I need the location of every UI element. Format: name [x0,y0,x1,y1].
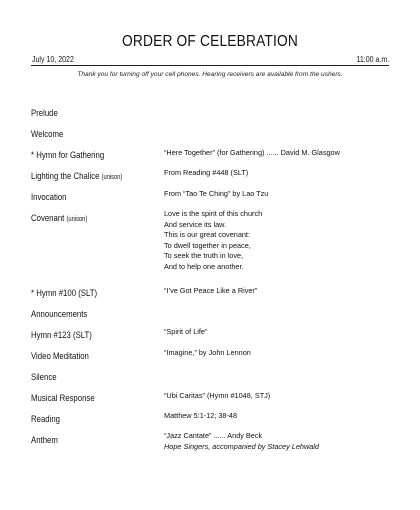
detail-line: To dwell together in peace, [164,240,251,250]
detail-line: This is our great covenant: [164,230,250,239]
program-item-label [31,393,95,404]
program-item-detail [164,168,248,179]
item-title: Video Meditation [31,351,89,362]
program-item-label [31,171,122,182]
program-item-detail [164,327,207,338]
program-item-label [31,309,87,320]
item-title: Invocation [31,192,67,203]
program-item-label [31,108,58,119]
page-title: ORDER OF CELEBRATION [122,33,298,50]
performer-credit: Hope Singers, accompanied by Stacey Lehwald [164,441,319,451]
program-item-label [31,129,63,140]
item-title: * Hymn for Gathering [31,150,105,161]
program-item-label [31,150,104,161]
detail-line: “Spirit of Life” [164,327,208,336]
item-note: (unison) [66,216,88,223]
item-title: Musical Response [31,393,95,404]
detail-line: “Ubi Caritas” (Hymn #1048, STJ) [164,391,271,400]
program-item-label [31,351,89,362]
program-item-label [31,435,58,446]
detail-line: To seek the truth in love, [164,251,244,260]
program-item-label [31,288,97,299]
item-title: Silence [31,372,57,383]
detail-line: From Reading #448 (SLT) [164,168,249,177]
detail-line: From “Tao Te Ching” by Lao Tzu [164,189,269,198]
detail-line: Matthew 5:1-12; 38-48 [164,411,238,420]
item-title: Announcements [31,309,88,320]
item-title: Prelude [31,108,58,119]
program-item-label [31,330,92,341]
item-title: Anthem [31,435,58,446]
program-item-detail [164,209,262,272]
detail-line: “Jazz Cantate” ...... Andy Beck [164,431,263,440]
program-item-label [31,372,57,383]
detail-line: And service its law. [164,219,227,229]
item-title: * Hymn #100 (SLT) [31,288,98,299]
program-item-detail [164,411,237,422]
detail-line: “Imagine,” by John Lennon [164,348,251,357]
service-time: 11:00 a.m. [356,55,389,64]
program-item-detail [164,431,319,452]
program-item-detail [164,391,270,402]
program-item-detail [164,148,340,159]
item-title: Welcome [31,129,64,140]
program-item-detail [164,286,257,297]
program-item-label [31,213,87,224]
item-title: Lighting the Chalice [31,171,100,182]
item-title: Covenant [31,213,65,224]
header-divider [31,65,389,66]
program-item-label [31,192,67,203]
program-item-label [31,414,60,425]
program-item-detail [164,348,251,359]
program-item-detail [164,189,268,200]
item-note: (unison) [101,174,123,181]
detail-line: Love is the spirit of this church [164,209,263,218]
detail-line: “Here Together” (for Gathering) ...... David M. Glasgow [164,148,340,157]
item-title: Hymn #123 (SLT) [31,330,92,341]
service-date: July 10, 2022 [32,55,74,64]
notice-text: Thank you for turning off your cell phones. Hearing receivers are available from the ushers. [77,71,343,78]
detail-line: And to help one another. [164,261,244,271]
item-title: Reading [31,414,61,425]
detail-line: “I’ve Got Peace Like a River” [164,286,258,295]
